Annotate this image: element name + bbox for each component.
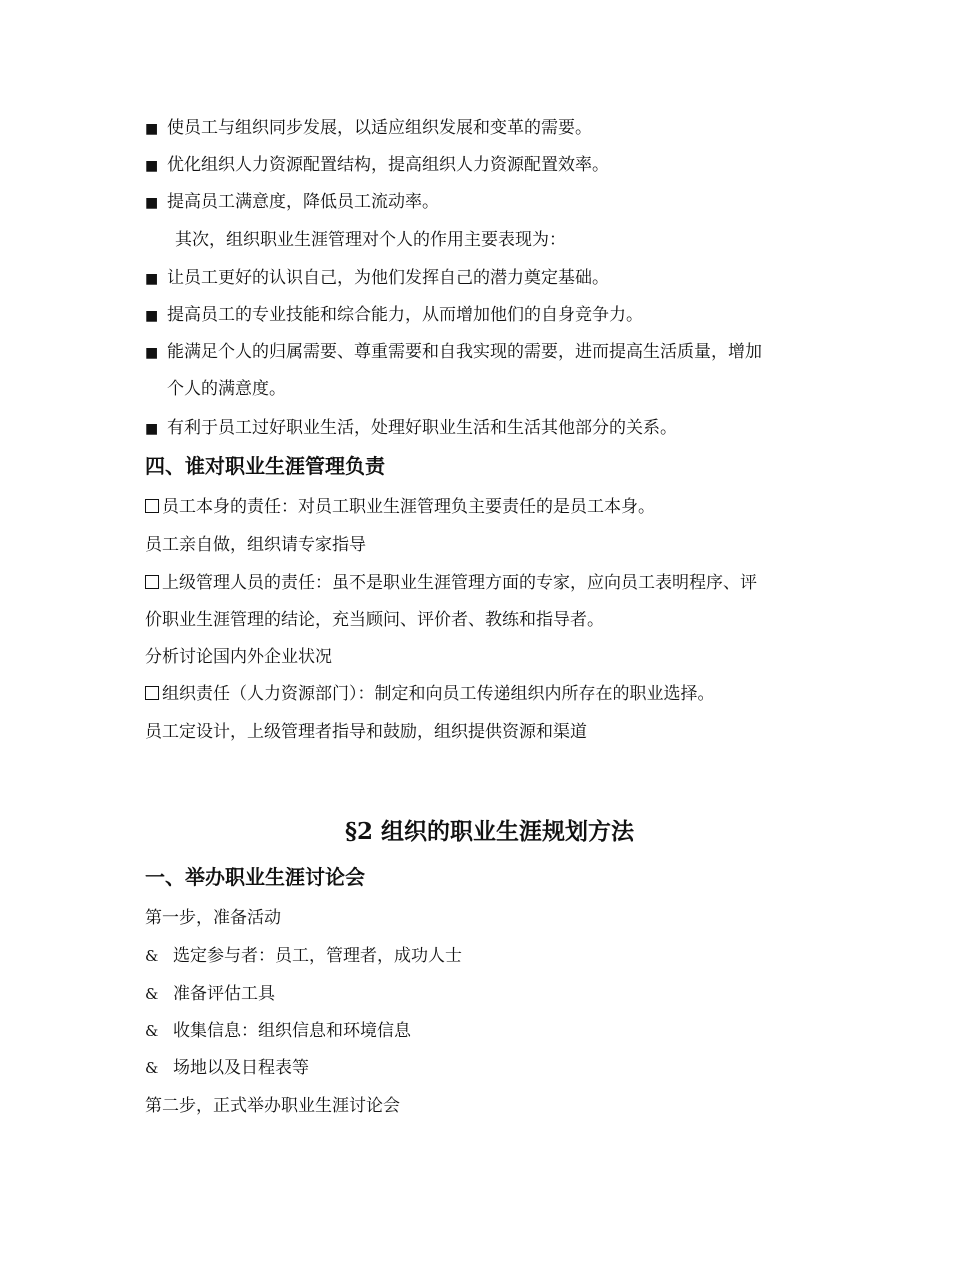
bullet-item <box>145 417 677 440</box>
bullet-text: 提高员工满意度，降低员工流动率。 <box>167 192 439 212</box>
bullet-square-icon: ■ <box>145 121 159 137</box>
bullet-square-icon: ■ <box>145 271 159 287</box>
ampersand-bullet-icon: & <box>145 947 159 965</box>
step-item-text: 准备评估工具 <box>173 984 275 1004</box>
bullet-square-icon: ■ <box>145 195 159 211</box>
subsection-heading: 一、举办职业生涯讨论会 <box>145 865 365 889</box>
step-item-text: 选定参与者：员工，管理者，成功人士 <box>173 946 462 966</box>
step-item-text: 收集信息：组织信息和环境信息 <box>173 1021 411 1041</box>
bullet-item <box>145 154 609 177</box>
responsibility-employee: 员工本身的责任：对员工职业生涯管理负主要责任的是员工本身。 <box>145 496 655 518</box>
responsibility-manager-cont: 价职业生涯管理的结论，充当顾问、评价者、教练和指导者。 <box>145 610 604 630</box>
step-item <box>145 1057 309 1079</box>
bullet-item <box>145 267 609 290</box>
bullet-text: 能满足个人的归属需要、尊重需要和自我实现的需要，进而提高生活质量，增加 <box>167 342 762 362</box>
section-title: §2 组织的职业生涯规划方法 <box>344 818 635 845</box>
step-item <box>145 945 462 967</box>
bullet-item <box>145 304 643 327</box>
bullet-text: 有利于员工过好职业生活，处理好职业生活和生活其他部分的关系。 <box>167 418 677 438</box>
step-item-text: 场地以及日程表等 <box>173 1058 309 1078</box>
responsibility-org: 组织责任（人力资源部门）：制定和向员工传递组织内所存在的职业选择。 <box>145 683 715 705</box>
bullet-continuation: 个人的满意度。 <box>167 379 286 399</box>
bullet-text: 使员工与组织同步发展，以适应组织发展和变革的需要。 <box>167 118 592 138</box>
step-item <box>145 1020 411 1042</box>
ampersand-bullet-icon: & <box>145 1022 159 1040</box>
step-two: 第二步，正式举办职业生涯讨论会 <box>145 1096 400 1116</box>
intro-paragraph: 其次，组织职业生涯管理对个人的作用主要表现为： <box>175 230 566 250</box>
bullet-square-icon: ■ <box>145 421 159 437</box>
checkbox-square-icon <box>145 575 159 589</box>
step-item <box>145 983 275 1005</box>
bullet-square-icon: ■ <box>145 158 159 174</box>
responsibility-employee-note: 员工亲自做，组织请专家指导 <box>145 535 366 555</box>
step-one: 第一步，准备活动 <box>145 908 281 928</box>
checkbox-square-icon <box>145 499 159 513</box>
ampersand-bullet-icon: & <box>145 1059 159 1077</box>
responsibility-manager-note: 分析讨论国内外企业状况 <box>145 647 332 667</box>
ampersand-bullet-icon: & <box>145 985 159 1003</box>
bullet-item <box>145 117 592 140</box>
bullet-item <box>145 341 762 364</box>
bullet-square-icon: ■ <box>145 345 159 361</box>
bullet-text: 优化组织人力资源配置结构，提高组织人力资源配置效率。 <box>167 155 609 175</box>
responsibility-manager: 上级管理人员的责任：虽不是职业生涯管理方面的专家，应向员工表明程序、评 <box>145 572 757 594</box>
checkbox-square-icon <box>145 686 159 700</box>
bullet-square-icon: ■ <box>145 308 159 324</box>
responsibility-org-note: 员工定设计，上级管理者指导和鼓励，组织提供资源和渠道 <box>145 722 587 742</box>
section-heading: 四、谁对职业生涯管理负责 <box>145 454 385 478</box>
bullet-item <box>145 191 439 214</box>
bullet-text: 让员工更好的认识自己，为他们发挥自己的潜力奠定基础。 <box>167 268 609 288</box>
bullet-text: 提高员工的专业技能和综合能力，从而增加他们的自身竞争力。 <box>167 305 643 325</box>
